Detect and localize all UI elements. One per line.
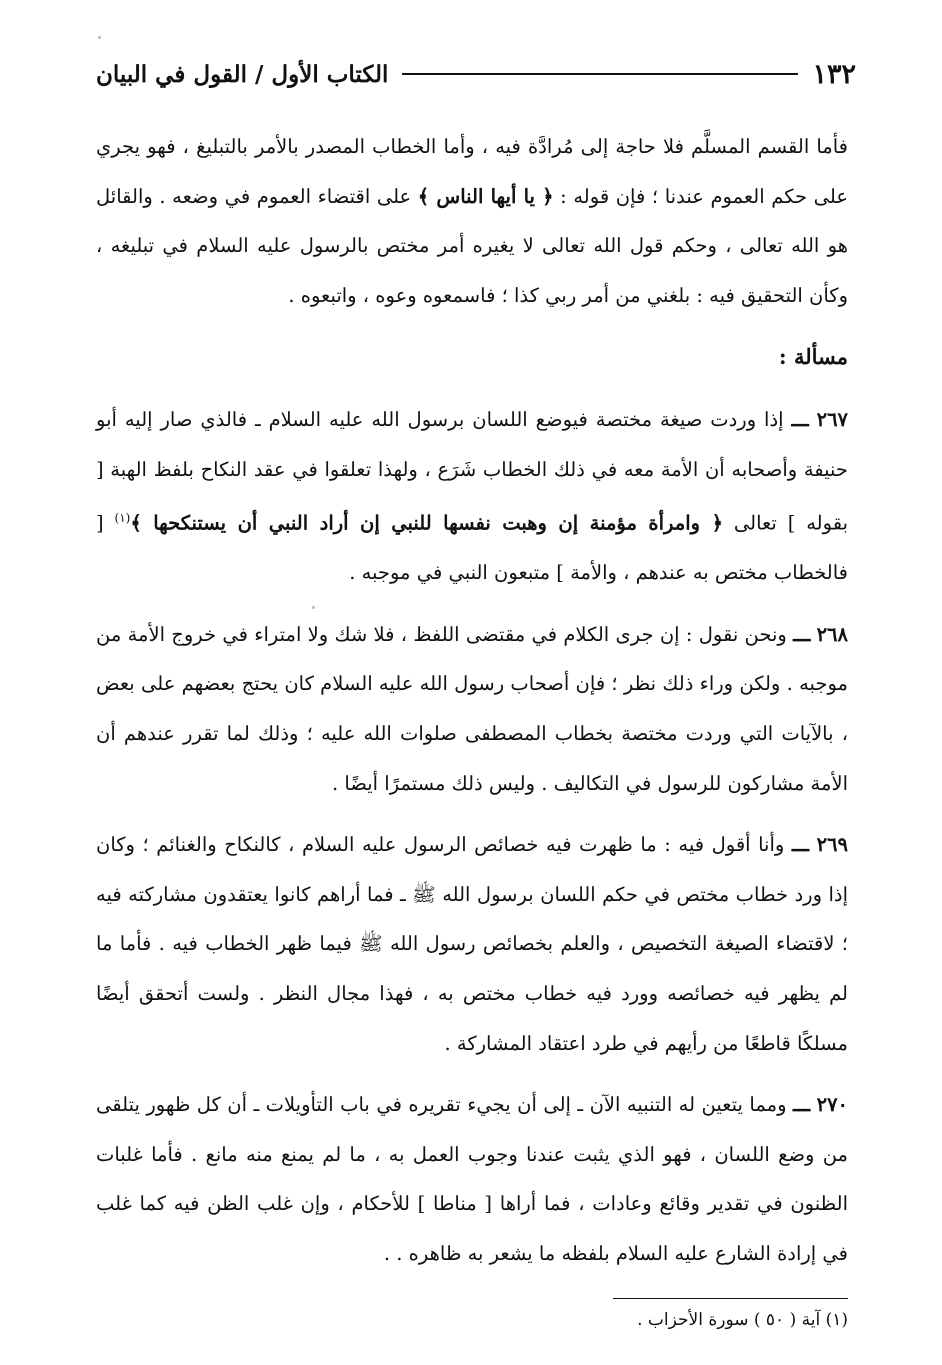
paragraph-267-text: إذا وردت صيغة مختصة فيوضع اللسان برسول الله عليه السلام ـ فالذي صار إليه أبو حنيفة وأصحابه أن الأمة معه في ذلك الخطاب شَرَع ، ولهذا تعلقوا في عقد النكاح بلفظ الهبة [ بقوله ] تعالى bbox=[96, 407, 848, 535]
paragraph-dash: ـــ bbox=[793, 622, 811, 646]
paragraph-268 bbox=[96, 610, 848, 808]
footnote-text: (١) آية ( ٥٠ ) سورة الأحزاب . bbox=[637, 1310, 848, 1330]
paragraph-intro-continuation: على اقتضاء العموم في وضعه . والقائل هو الله تعالى ، وحكم قول الله تعالى لا يغيره أمر مختص بالرسول عليه السلام في تبليغه ، وكأن التحقيق فيه : بلغني من أمر ربي كذا ؛ فاسمعوه وعوه ، واتبعوه . bbox=[96, 184, 848, 307]
paragraph-267 bbox=[96, 395, 848, 598]
footnote-marker: (١) bbox=[114, 511, 131, 526]
quran-quote: ﴿ يا أيها الناس ﴾ bbox=[417, 184, 554, 208]
footnote-rule bbox=[613, 1298, 848, 1299]
main-text bbox=[96, 122, 848, 1279]
running-title: الكتاب الأول / القول في البيان bbox=[96, 60, 389, 88]
paragraph-270 bbox=[96, 1080, 848, 1278]
paragraph-270-text: ومما يتعين له التنبيه الآن ـ إلى أن يجيء تقريره في باب التأويلات ـ أن كل ظهور يتلقى من وضع اللسان ، فهو الذي يثبت عندنا وجوب العمل به ، ما لم يمنع منه مانع . فأما غلبات الظنون في تقدير وقائع وعادات ، فما أراها [ مناطا ] للأحكام ، وإن غلب الظن فيه كما غلب في إرادة الشارع عليه السلام بلفظه ما يشعر به ظاهره . . bbox=[96, 1093, 848, 1265]
quran-quote: ﴿ وامرأة مؤمنة إن وهبت نفسها للنبي إن أراد النبي أن يستنكحها ﴾ bbox=[130, 511, 723, 535]
section-heading-para bbox=[96, 332, 848, 383]
paragraph-269-text: وأنا أقول فيه : ما ظهرت فيه خصائص الرسول عليه السلام ، كالنكاح والغنائم ؛ وكان إذا ورد خطاب مختص في حكم اللسان برسول الله ﷺ ـ فما أراهم كانوا يعتقدون مشاركته فيه ؛ لاقتضاء الصيغة التخصيص ، والعلم بخصائص رسول الله ﷺ فيما ظهر الخطاب فيه . فأما ما لم يظهر فيه خصائصه وورد فيه خطاب مختص به ، فهذا مجال النظر . ولست أتحقق أيضًا مسلكًا قاطعًا من رأيهم في طرد اعتقاد المشاركة . bbox=[96, 833, 848, 1055]
page-header bbox=[96, 52, 856, 96]
scan-speck bbox=[98, 36, 101, 39]
paragraph-intro-text: فأما القسم المسلَّم فلا حاجة إلى مُرادَّة فيه ، وأما الخطاب المصدر بالأمر بالتبليغ ، فهو يجري على حكم العموم عندنا ؛ فإن قوله : bbox=[96, 135, 848, 208]
paragraph-number: ٢٦٧ bbox=[816, 407, 849, 431]
paragraph-268-text: ونحن نقول : إن جرى الكلام في مقتضى اللفظ ، فلا شك ولا امتراء في خروج الأمة من موجبه . ولكن وراء ذلك نظر ؛ فإن أصحاب رسول الله عليه السلام كان يحتج بعضهم على بعض ، بالآيات التي وردت مختصة بخطاب المصطفى صلوات الله عليه ؛ وذلك لما تقرر عندهم أن الأمة مشاركون للرسول في التكاليف . وليس ذلك مستمرًا أيضًا . bbox=[96, 622, 849, 795]
paragraph-number: ٢٦٩ bbox=[816, 833, 848, 857]
paragraph-267-continuation: [ فالخطاب مختص به عندهم ، والأمة ] متبعون النبي في موجبه . bbox=[96, 511, 848, 585]
page-number: ١٣٢ bbox=[812, 58, 856, 90]
footnotes bbox=[96, 1298, 848, 1337]
paragraph-number: ٢٧٠ bbox=[816, 1093, 849, 1117]
section-heading: مسألة : bbox=[778, 344, 848, 370]
paragraph-intro bbox=[96, 122, 848, 320]
header-rule bbox=[402, 73, 798, 75]
paragraph-dash: ـــ bbox=[791, 833, 810, 857]
paragraph-number: ٢٦٨ bbox=[816, 622, 848, 646]
scan-speck bbox=[312, 606, 315, 609]
paragraph-dash: ـــ bbox=[791, 407, 809, 431]
paragraph-269 bbox=[96, 820, 848, 1068]
paragraph-dash: ـــ bbox=[792, 1093, 811, 1117]
